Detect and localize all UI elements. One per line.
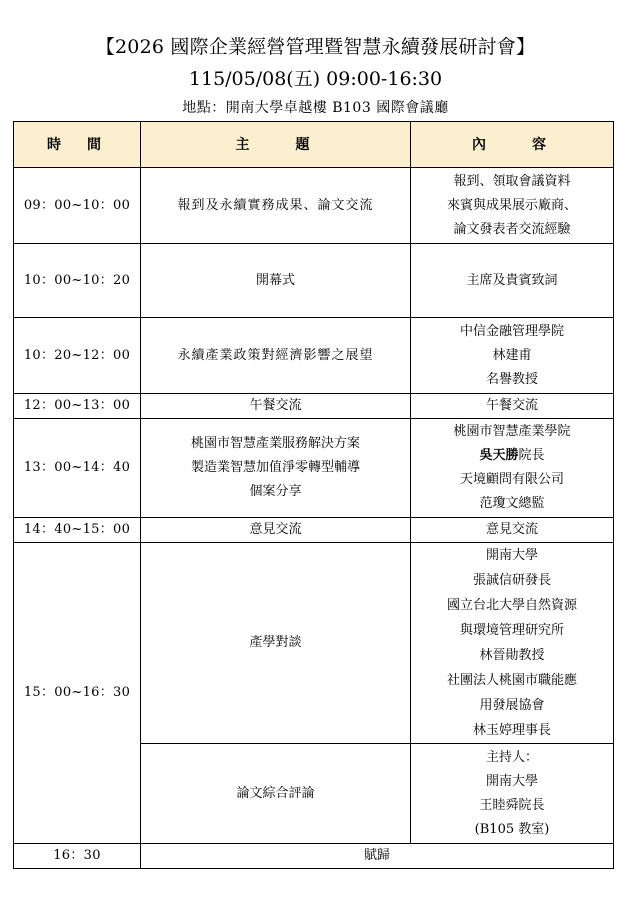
- content-line: 林建甫: [492, 347, 532, 363]
- time-cell: 13：00~14：40: [14, 419, 141, 518]
- table-row: [14, 543, 614, 744]
- table-header-row: [14, 122, 614, 168]
- time-cell: 10：20~12：00: [14, 318, 141, 394]
- time-cell: 10：00~10：20: [14, 244, 141, 318]
- table-row: [14, 318, 614, 394]
- content-line: 林晉勛教授: [479, 648, 545, 663]
- table-row: [14, 244, 614, 318]
- content-line: 王睦舜院長: [479, 797, 545, 813]
- content-line: 名譽教授: [485, 371, 538, 387]
- content-cell: 意見交流: [411, 518, 614, 543]
- content-line: [415, 444, 609, 468]
- content-line: 開南大學: [485, 548, 538, 563]
- content-cell: [411, 744, 614, 844]
- speaker-name: 吳天勝: [479, 448, 519, 463]
- content-line: 范瓊文總監: [479, 496, 545, 511]
- content-line: (B105 教室): [474, 821, 550, 837]
- topic-cell: 午餐交流: [141, 394, 411, 419]
- table-row: [14, 518, 614, 543]
- header-topic: 主 題: [141, 122, 411, 168]
- content-line: 用發展協會: [479, 698, 545, 713]
- time-cell: 12：00~13：00: [14, 394, 141, 419]
- content-line: 桃園市智慧產業學院: [453, 424, 571, 439]
- schedule-table: [13, 121, 614, 869]
- content-line: 開南大學: [485, 773, 538, 789]
- content-line: 論文發表者交流經驗: [453, 221, 571, 237]
- content-line: 與環境管理研究所: [459, 623, 564, 638]
- topic-cell: 產學對談: [141, 543, 411, 744]
- header-content: 內 容: [411, 122, 614, 168]
- topic-cell: 意見交流: [141, 518, 411, 543]
- table-row: [14, 844, 614, 869]
- content-line: 張誠信研發長: [472, 573, 551, 588]
- content-line: 國立台北大學自然資源: [446, 598, 577, 613]
- conference-title: 【2026 國際企業經營管理暨智慧永續發展研討會】: [95, 36, 536, 58]
- topic-line: 製造業智慧加值淨零轉型輔導: [190, 460, 360, 475]
- content-cell: 午餐交流: [411, 394, 614, 419]
- table-row: [14, 168, 614, 244]
- header-time: 時 間: [14, 122, 141, 168]
- time-cell: 16：30: [14, 844, 141, 869]
- topic-cell: 賦歸: [141, 844, 614, 869]
- content-line: 林玉婷理事長: [472, 723, 551, 738]
- content-line: 報到、領取會議資料: [453, 173, 571, 189]
- topic-cell: 論文綜合評論: [141, 744, 411, 844]
- content-line: 中信金融管理學院: [459, 323, 564, 339]
- table-row: [14, 419, 614, 518]
- conference-date: 115/05/08(五) 09:00-16:30: [188, 68, 443, 90]
- content-cell: [411, 419, 614, 518]
- topic-cell: 永續產業政策對經濟影響之展望: [141, 318, 411, 394]
- time-cell: 09：00~10：00: [14, 168, 141, 244]
- table-row: [14, 394, 614, 419]
- speaker-title: 院長: [518, 448, 545, 463]
- content-cell: [411, 543, 614, 744]
- content-line: 主持人：: [485, 749, 538, 765]
- topic-cell: [141, 419, 411, 518]
- content-cell: [411, 318, 614, 394]
- time-cell: 15：00~16：30: [14, 543, 141, 844]
- conference-venue: 地點：開南大學卓越樓 B103 國際會議廳: [182, 100, 449, 116]
- time-cell: 14：40~15：00: [14, 518, 141, 543]
- content-line: 來賓與成果展示廠商、: [446, 197, 577, 213]
- content-line: 社團法人桃園市職能應: [446, 673, 577, 688]
- topic-cell: 開幕式: [141, 244, 411, 318]
- content-cell: [411, 168, 614, 244]
- topic-line: 桃園市智慧產業服務解決方案: [190, 436, 360, 451]
- topic-cell: 報到及永續實務成果、論文交流: [141, 168, 411, 244]
- topic-line: 個案分享: [249, 484, 302, 499]
- content-line: 天境顧問有限公司: [459, 472, 564, 487]
- content-cell: 主席及貴賓致詞: [411, 244, 614, 318]
